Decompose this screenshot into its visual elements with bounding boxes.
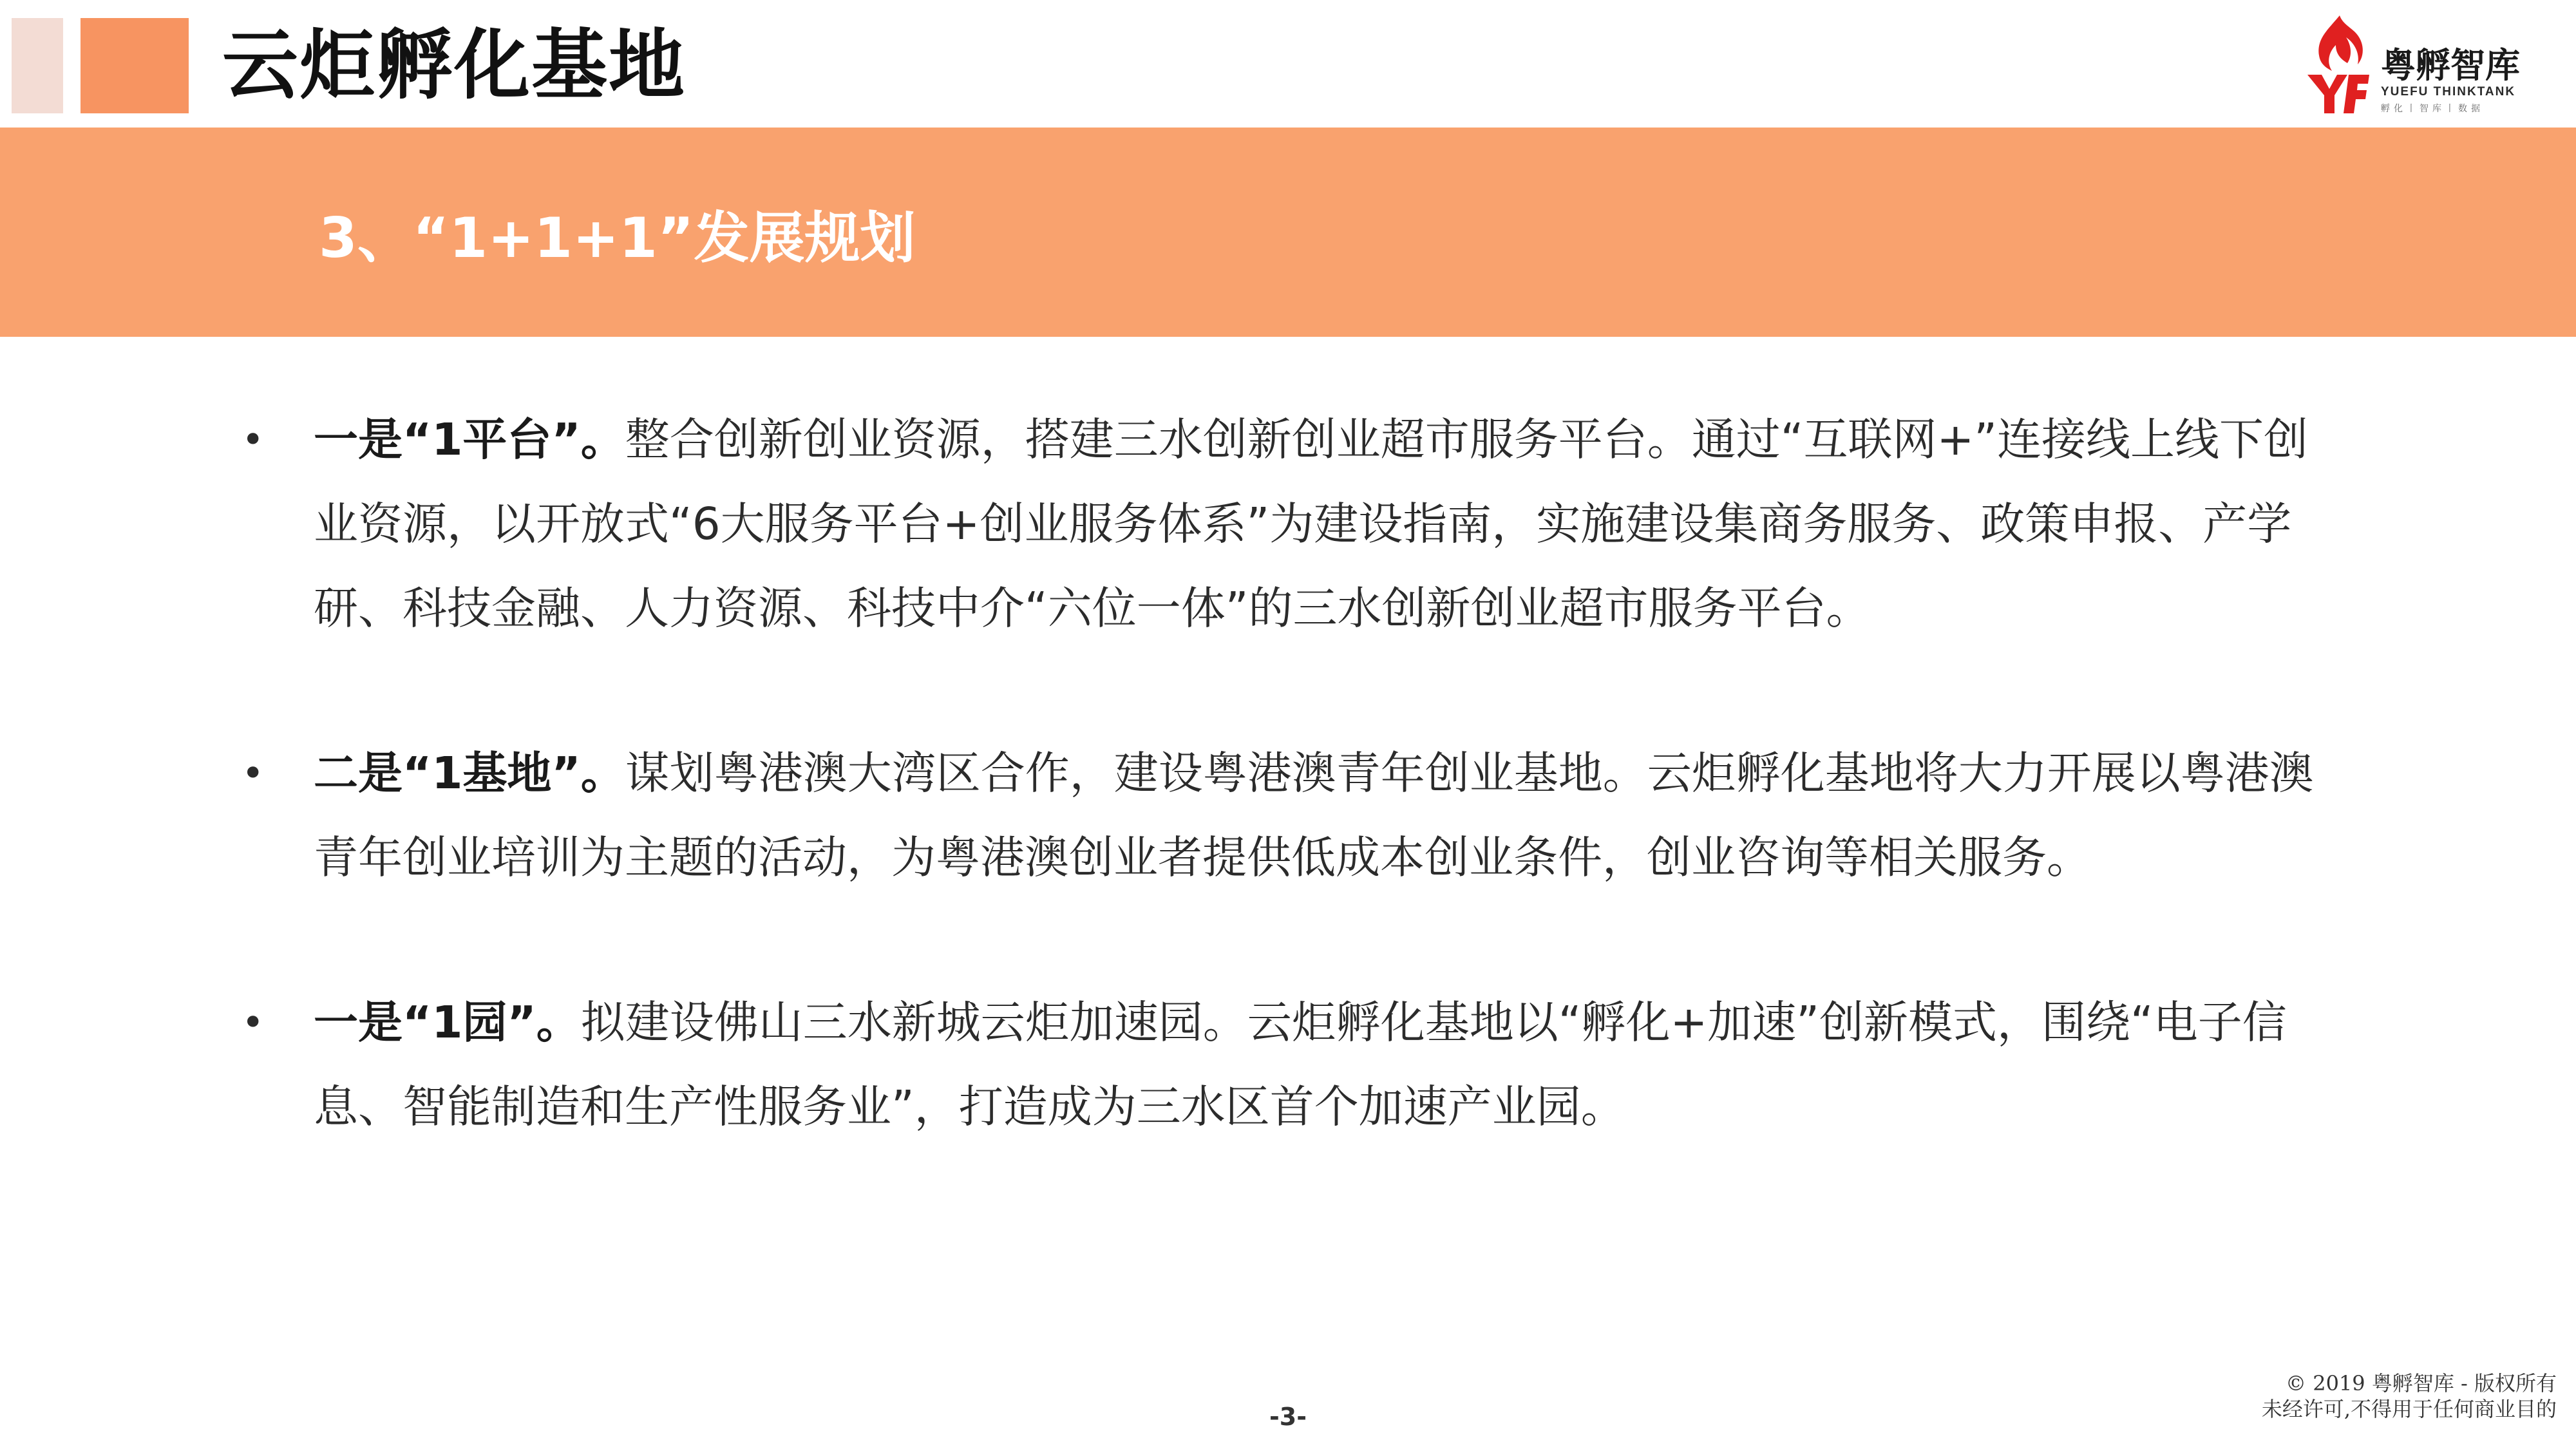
page-number: -3- xyxy=(1269,1403,1307,1431)
decor-square-light xyxy=(12,18,63,113)
brand-logo xyxy=(2302,13,2557,116)
section-title: 3、“1+1+1”发展规划 xyxy=(319,206,916,270)
page-title: 云炬孵化基地 xyxy=(222,21,687,109)
copyright-notice xyxy=(2262,1370,2557,1422)
copyright-text: © 2019 粤孵智库 - 版权所有 xyxy=(2286,1371,2557,1396)
list-item-platform xyxy=(242,398,2328,651)
item-lead: 一是“1园”。 xyxy=(314,997,581,1048)
item-text: 谋划粤港澳大湾区合作，建设粤港澳青年创业基地。云炬孵化基地将大力开展以粤港澳青年创业培训为主题的活动，为粤港澳创业者提供低成本创业条件，创业咨询等相关服务。 xyxy=(314,748,2314,884)
brand-name-english: YUEFU THINKTANK xyxy=(2381,85,2516,99)
bullet-icon: • xyxy=(242,751,265,796)
content-list xyxy=(242,398,2328,1230)
item-lead: 二是“1基地”。 xyxy=(314,748,625,799)
decor-square-orange xyxy=(80,18,189,113)
flame-logo-icon xyxy=(2302,13,2373,116)
item-text: 整合创新创业资源，搭建三水创新创业超市服务平台。通过“互联网+”连接线上线下创业资源，以开放式“6大服务平台+创业服务体系”为建设指南，实施建设集商务服务、政策申报、产学研、科技金融、人力资源、科技中介“六位一体”的三水创新创业超市服务平台。 xyxy=(314,414,2309,634)
list-item-park xyxy=(242,981,2328,1150)
item-text: 拟建设佛山三水新城云炬加速园。云炬孵化基地以“孵化+加速”创新模式，围绕“电子信息、智能制造和生产性服务业”，打造成为三水区首个加速产业园。 xyxy=(314,997,2287,1133)
item-lead: 一是“1平台”。 xyxy=(314,414,625,466)
disclaimer-text: 未经许可,不得用于任何商业目的 xyxy=(2261,1397,2557,1421)
bullet-icon: • xyxy=(242,1000,265,1045)
brand-name: 粤孵智库 xyxy=(2381,45,2520,86)
brand-tagline: 孵化丨智库丨数据 xyxy=(2381,104,2484,114)
section-banner xyxy=(0,128,2576,337)
bullet-icon: • xyxy=(242,417,265,462)
list-item-base xyxy=(242,732,2328,900)
